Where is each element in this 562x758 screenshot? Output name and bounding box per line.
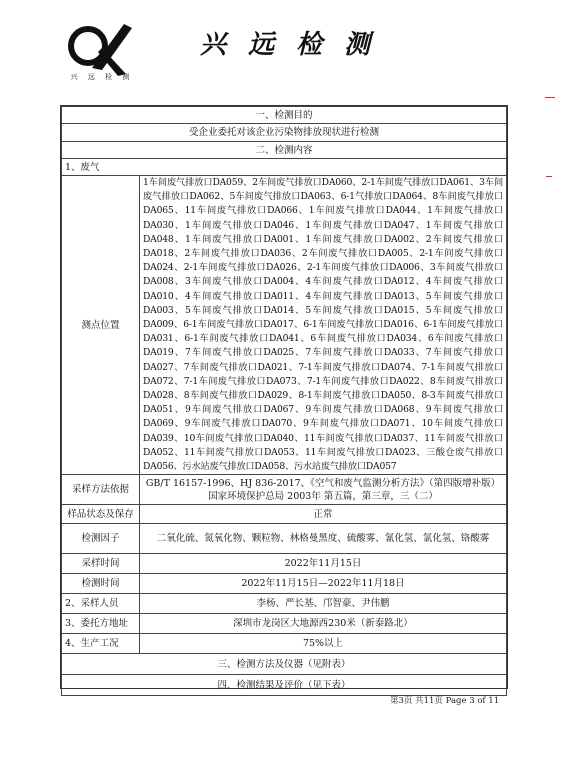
- method-value: GB/T 16157-1996、HJ 836-2017、《空气和废气监测分析方法》（第四版增补版）国家环境保护总局 2003年 第五篇，第三章，三（二）: [140, 475, 507, 505]
- section-title-purpose: 一、检测目的: [62, 107, 507, 124]
- table-row: [62, 675, 507, 696]
- factor-label: 检测因子: [62, 524, 140, 554]
- location-list: 1车间废气排放口DA059、2车间废气排放口DA060、2-1车间废气排放口DA061、3车间废气排放口DA062、5车间废气排放口DA063、6-1气排放口DA064、8车间废气排放口DA065、11车间废气排放口DA066、1车间废气排放口DA044、1车间废气排放口DA030、1车间废气排放口DA046、1车间废气排放口DA047、1车间废气排放口DA048、1车间废气排放口DA001、1车间废气排放口DA002、2车间废气排放口DA018、2车间废气排放口DA036、2车间废气排放口DA005、2-1车间废气排放口DA024、2-1车间废气排放口DA026、2-1车间废气排放口DA006、3车间废气排放口DA008、3车间废气排放口DA004、4车间废气排放口DA012、4车间废气排放口DA010、4车间废气排放口DA011、4车间废气排放口DA013、5车间废气排放口DA003、5车间废气排放口DA014、5车间废气排放口DA015、5车间废气排放口DA009、6-1车间废气排放口DA017、6-1车间废气排放口DA016、6-1车间废气排放口DA031、6-1车间废气排放口DA041、6车间废气排放口DA034、6车间废气排放口DA019、7车间废气排放口DA025、7车间废气排放口DA033、7车间废气排放口DA027、7车间废气排放口DA021、7-1车间废气排放口DA074、7-1车间废气排放口DA072、7-1车间废气排放口DA073、7-1车间废气排放口DA022、8车间废气排放口DA028、8车间废气排放口DA029、8-1车间废气排放口DA050、8-3车间废气排放口DA051、9车间废气排放口DA067、9车间废气排放口DA068、9车间废气排放口DA069、9车间废气排放口DA070、9车间废气排放口DA071、10车间废气排放口DA039、10车间废气排放口DA040、11车间废气排放口DA037、11车间废气排放口DA052、11车间废气排放口DA053、11车间废气排放口DA023、三酸仓废气排放口DA056、污水站废气排放口DA058、污水站废气排放口DA057: [140, 176, 507, 475]
- section-title-content: 二、检测内容: [62, 142, 507, 159]
- margin-mark: [545, 97, 555, 98]
- table-row: [62, 524, 507, 554]
- production-label: 4、生产工况: [62, 634, 140, 654]
- purpose-content: 受企业委托对该企业污染物排放现状进行检测: [62, 124, 507, 142]
- report-table-frame: [60, 105, 508, 689]
- report-header: [0, 0, 562, 100]
- table-row: [62, 176, 507, 475]
- table-row: [62, 554, 507, 574]
- table-row: [62, 159, 507, 176]
- production-value: 75%以上: [140, 634, 507, 654]
- waste-gas-heading: 1、废气: [62, 159, 507, 176]
- brand-title: 兴远检测: [200, 30, 393, 60]
- staff-value: 李杨、严长基、邝智豪、尹伟鹏: [140, 594, 507, 614]
- test-time-label: 检测时间: [62, 574, 140, 594]
- company-logo-icon: [62, 18, 138, 80]
- sample-time-label: 采样时间: [62, 554, 140, 574]
- table-row: [62, 107, 507, 124]
- table-row: [62, 505, 507, 524]
- section-title-results: 四、检测结果及评价（见下表）: [62, 675, 507, 696]
- staff-label: 2、采样人员: [62, 594, 140, 614]
- table-row: [62, 142, 507, 159]
- table-row: [62, 574, 507, 594]
- address-label: 3、委托方地址: [62, 614, 140, 634]
- table-row: [62, 614, 507, 634]
- table-row: [62, 475, 507, 505]
- state-label: 样品状态及保存: [62, 505, 140, 524]
- table-row: [62, 594, 507, 614]
- table-row: [62, 654, 507, 675]
- logo-subtitle: 兴 远 检 测: [70, 73, 134, 81]
- state-value: 正常: [140, 505, 507, 524]
- margin-mark: [546, 176, 552, 177]
- test-time-value: 2022年11月15日—2022年11月18日: [140, 574, 507, 594]
- section-title-method: 三、检测方法及仪器（见附表）: [62, 654, 507, 675]
- address-value: 深圳市龙岗区大地源西230米（新泰路北）: [140, 614, 507, 634]
- factor-value: 二氧化硫、氮氧化物、颗粒物、林格曼黑度、硫酸雾、氰化氢、氯化氢、铬酸雾: [140, 524, 507, 554]
- table-row: [62, 634, 507, 654]
- sample-time-value: 2022年11月15日: [140, 554, 507, 574]
- method-label: 采样方法依据: [62, 475, 140, 505]
- page-number: 第3页 共11页 Page 3 of 11: [390, 696, 500, 706]
- report-table: [61, 106, 507, 696]
- table-row: [62, 124, 507, 142]
- location-label: 测点位置: [62, 176, 140, 475]
